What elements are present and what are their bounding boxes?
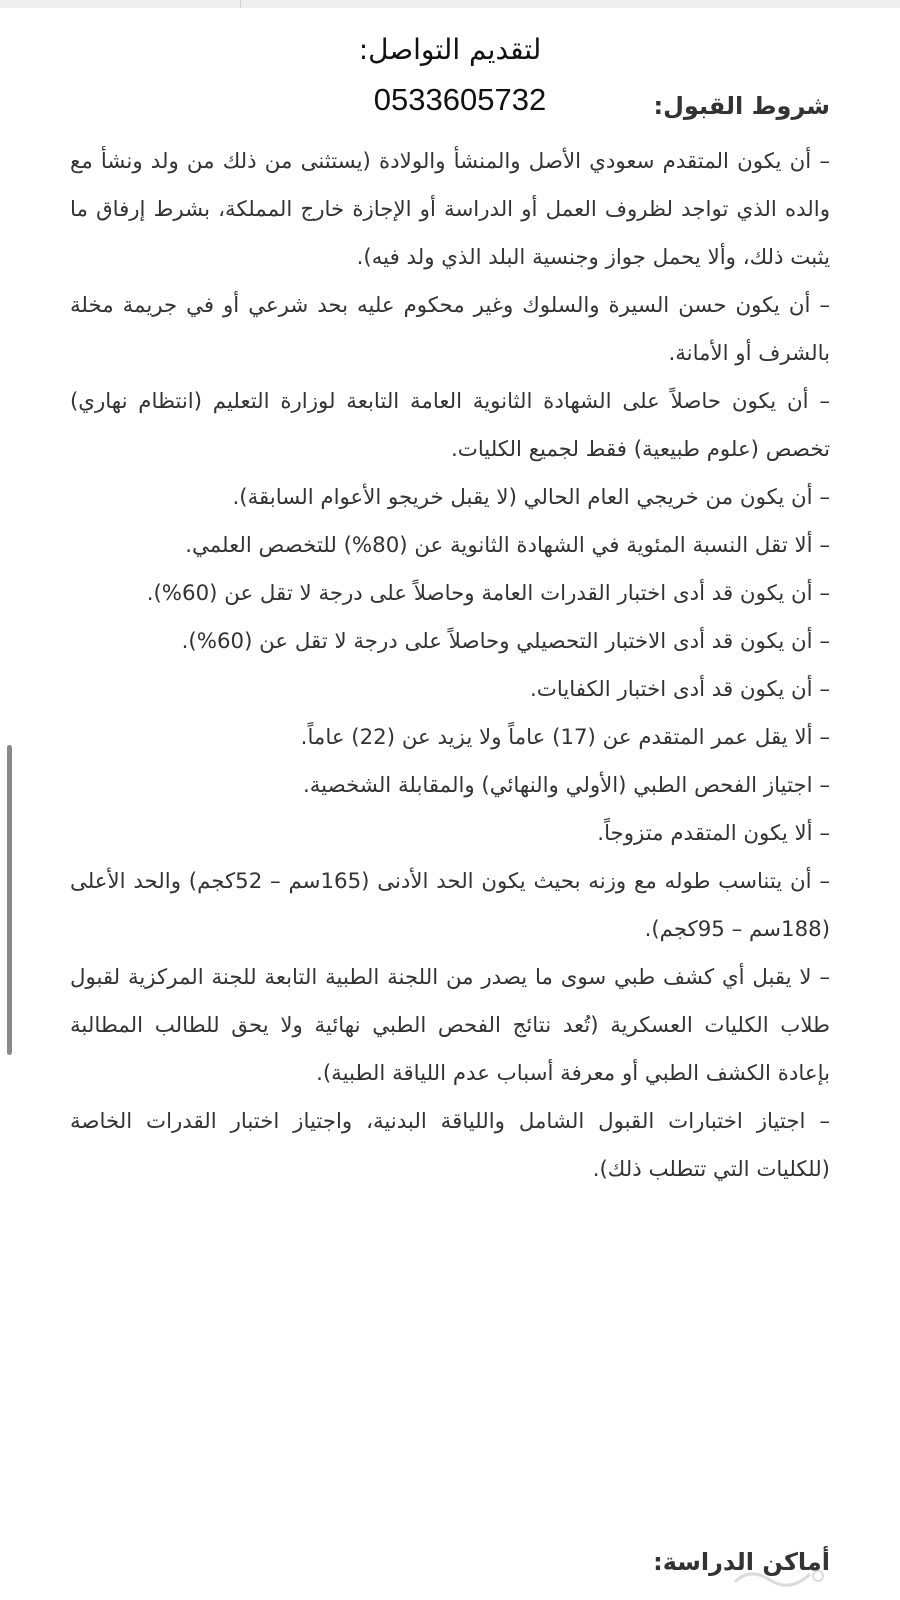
- condition-item: – ألا تقل النسبة المئوية في الشهادة الثانوية عن (80%) للتخصص العلمي.: [185, 533, 830, 558]
- condition-item: – أن يكون قد أدى اختبار القدرات العامة وحاصلاً على درجة لا تقل عن (60%).: [146, 581, 830, 606]
- watermark-logo: [730, 1562, 830, 1592]
- condition-item: – ألا يقل عمر المتقدم عن (17) عاماً ولا يزيد عن (22) عاماً.: [300, 725, 830, 750]
- condition-item: – اجتياز الفحص الطبي (الأولي والنهائي) والمقابلة الشخصية.: [302, 773, 830, 798]
- admission-conditions-list: [70, 138, 830, 1194]
- contact-phone[interactable]: 0533605732: [373, 82, 547, 117]
- condition-item: – أن يكون قد أدى الاختبار التحصيلي وحاصلاً على درجة لا تقل عن (60%).: [181, 629, 830, 654]
- condition-item: – أن يتناسب طوله مع وزنه بحيث يكون الحد الأدنى (165سم – 52كجم) والحد الأعلى (188سم – 95كجم).: [70, 869, 830, 942]
- condition-item: – أن يكون المتقدم سعودي الأصل والمنشأ والولادة (يستثنى من ذلك من ولد ونشأ مع والده الذي تواجد لظروف العمل أو الدراسة أو الإجازة خارج المملكة، بشرط إرفاق ما يثبت ذلك، وألا يحمل جواز وجنسية البلد الذي ولد فيه).: [70, 149, 830, 270]
- contact-label: لتقديم التواصل:: [358, 33, 542, 66]
- scrollbar[interactable]: [7, 745, 12, 1055]
- condition-item: – أن يكون حسن السيرة والسلوك وغير محكوم عليه بحد شرعي أو في جريمة مخلة بالشرف أو الأمانة.: [70, 293, 830, 366]
- admission-title: شروط القبول:: [653, 92, 830, 120]
- condition-item: – اجتياز اختبارات القبول الشامل واللياقة البدنية، واجتياز اختبار القدرات الخاصة (للكليات التي تتطلب ذلك).: [70, 1109, 830, 1182]
- top-strip-divider: [240, 0, 241, 8]
- condition-item: – أن يكون حاصلاً على الشهادة الثانوية العامة التابعة لوزارة التعليم (انتظام نهاري) تخصص (علوم طبيعية) فقط لجميع الكليات.: [70, 389, 830, 462]
- condition-item: – لا يقبل أي كشف طبي سوى ما يصدر من اللجنة الطبية التابعة للجنة المركزية لقبول طلاب الكليات العسكرية (تُعد نتائج الفحص الطبي نهائية ولا يحق للطالب المطالبة بإعادة الكشف الطبي أو معرفة أسباب عدم اللياقة الطبية).: [70, 965, 830, 1086]
- condition-item: – أن يكون قد أدى اختبار الكفايات.: [530, 677, 830, 702]
- condition-item: – ألا يكون المتقدم متزوجاً.: [597, 821, 830, 846]
- top-status-strip: [0, 0, 900, 8]
- study-locations-title: أماكن الدراسة:: [653, 1548, 830, 1576]
- contact-section: [0, 30, 900, 70]
- condition-item: – أن يكون من خريجي العام الحالي (لا يقبل خريجو الأعوام السابقة).: [232, 485, 830, 510]
